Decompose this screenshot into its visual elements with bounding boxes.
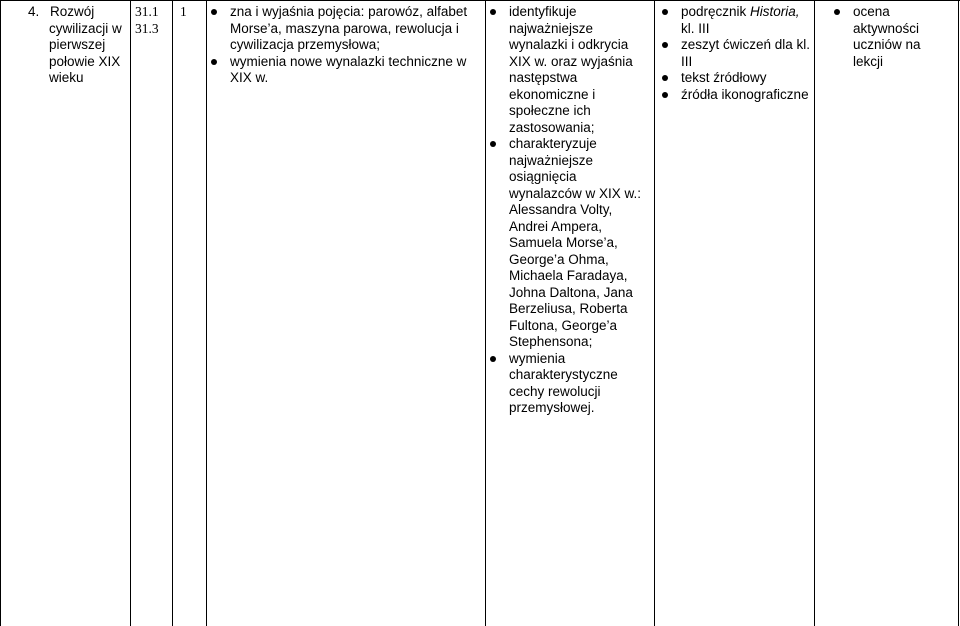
lesson-number: 4. [28,4,40,19]
list-item: tekst źródłowy [659,70,811,87]
column-divider [814,0,815,626]
lesson-topic-line: wieku [49,70,84,85]
column-divider [485,0,486,626]
curriculum-codes-cell [135,4,171,37]
list-item: wymienia nowe wynalazki techniczne w XIX w. [208,54,482,87]
lesson-topic-line: połowie XIX [49,53,121,69]
lesson-topic-line: pierwszej [49,37,106,52]
list-item: zeszyt ćwiczeń dla kl. III [659,37,811,70]
list-item: wymienia charakterystyczne cechy rewolucji przemysłowej. [487,351,651,417]
lesson-topic-cell [28,4,130,87]
materials-cell [659,4,811,103]
list-item: charakteryzuje najważniejsze osiągnięcia wynalazców w XIX w.: Alessandra Volty, Andrei Ampera, Samuela Morse’a, George’a Ohma, Michaela Faradaya, Johna Daltona, Jana Berzeliusa, Roberta Fultona, George’a Stephensona; [487,136,651,351]
column-divider [654,0,655,626]
column-divider [130,0,131,626]
list-item: identyfikuje najważniejsze wynalazki i odkrycia XIX w. oraz wyjaśnia następstwa ekonomiczne i społeczne ich zastosowania; [487,4,651,136]
curriculum-code: 31.1 [135,4,159,19]
column-divider [206,0,207,626]
hours-cell [180,4,204,21]
list-item [659,4,811,37]
table-border [958,0,959,626]
lesson-topic-line: cywilizacji w [49,20,122,36]
evaluation-cell [831,4,931,70]
list-item: zna i wyjaśnia pojęcia: parowóz, alfabet Morse’a, maszyna parowa, rewolucja i cywilizacja przemysłowa; [208,4,482,54]
basic-requirements-cell [230,4,482,87]
lesson-topic-line: Rozwój [50,4,95,19]
material-title: Historia, [750,4,800,19]
curriculum-code: 31.3 [135,20,159,36]
list-item: źródła ikonograficzne [659,87,811,104]
material-text: podręcznik [681,4,751,19]
column-divider [172,0,173,626]
table-border [0,0,1,626]
list-item: ocena aktywności uczniów na lekcji [831,4,931,70]
material-text: kl. III [681,20,710,36]
extended-requirements-cell [509,4,651,417]
hours-count: 1 [180,4,187,19]
table-top-border [0,0,960,1]
